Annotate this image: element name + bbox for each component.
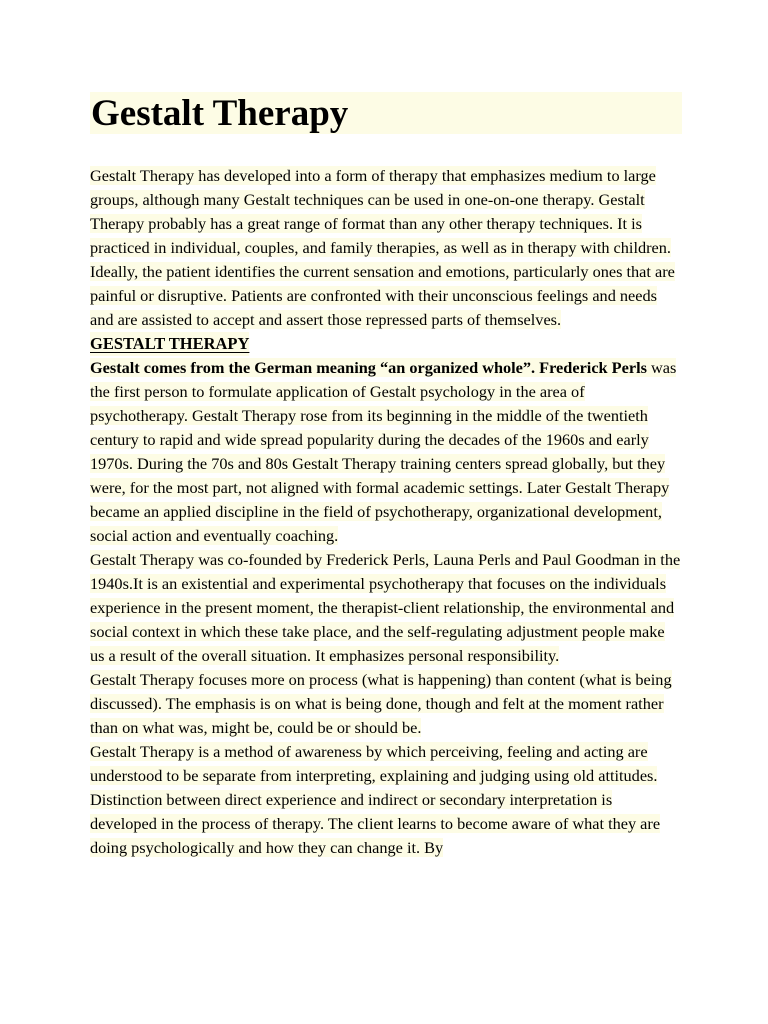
paragraph <box>90 356 682 548</box>
paragraph-text: Gestalt Therapy focuses more on process (what is happening) than content (what is being discussed). The emphasis is on what is being done, though and felt at the moment rather than on what was, might be, could be or should be. <box>90 670 672 737</box>
paragraph <box>90 260 682 332</box>
paragraph <box>90 164 682 260</box>
paragraph <box>90 668 682 740</box>
section-lead-bold: Gestalt comes from the German meaning “an organized whole”. Frederick Perls <box>90 358 647 377</box>
section-heading-row <box>90 332 682 356</box>
paragraph-text: Ideally, the patient identifies the current sensation and emotions, particularly ones that are painful or disruptive. Patients are confronted with their unconscious feelings and needs and are assisted to accept and assert those repressed parts of themselves. <box>90 262 675 329</box>
paragraph <box>90 548 682 668</box>
paragraph-text: Gestalt Therapy has developed into a form of therapy that emphasizes medium to large groups, although many Gestalt techniques can be used in one-on-one therapy. Gestalt Therapy probably has a great range of format than any other therapy techniques. It is practiced in individual, couples, and family therapies, as well as in therapy with children. <box>90 166 671 257</box>
page-title: Gestalt Therapy <box>90 92 682 134</box>
paragraph <box>90 740 682 860</box>
paragraph-text: Gestalt Therapy was co-founded by Frederick Perls, Launa Perls and Paul Goodman in the 1940s.It is an existential and experimental psychotherapy that focuses on the individuals experience in the present moment, the therapist-client relationship, the environmental and social context in which these take place, and the self-regulating adjustment people make us a result of the overall situation. It emphasizes personal responsibility. <box>90 550 681 665</box>
document-body <box>90 164 682 860</box>
document-page <box>90 92 682 860</box>
paragraph-text: was the first person to formulate application of Gestalt psychology in the area of psychotherapy. Gestalt Therapy rose from its beginning in the middle of the twentieth century to rapid and wide spread popularity during the decades of the 1960s and early 1970s. During the 70s and 80s Gestalt Therapy training centers spread globally, but they were, for the most part, not aligned with formal academic settings. Later Gestalt Therapy became an applied discipline in the field of psychotherapy, organizational development, social action and eventually coaching. <box>90 358 677 545</box>
paragraph-text: Gestalt Therapy is a method of awareness by which perceiving, feeling and acting are understood to be separate from interpreting, explaining and judging using old attitudes. Distinction between direct experience and indirect or secondary interpretation is developed in the process of therapy. The client learns to become aware of what they are doing psychologically and how they can change it. By <box>90 742 661 857</box>
section-heading: GESTALT THERAPY <box>90 332 249 356</box>
